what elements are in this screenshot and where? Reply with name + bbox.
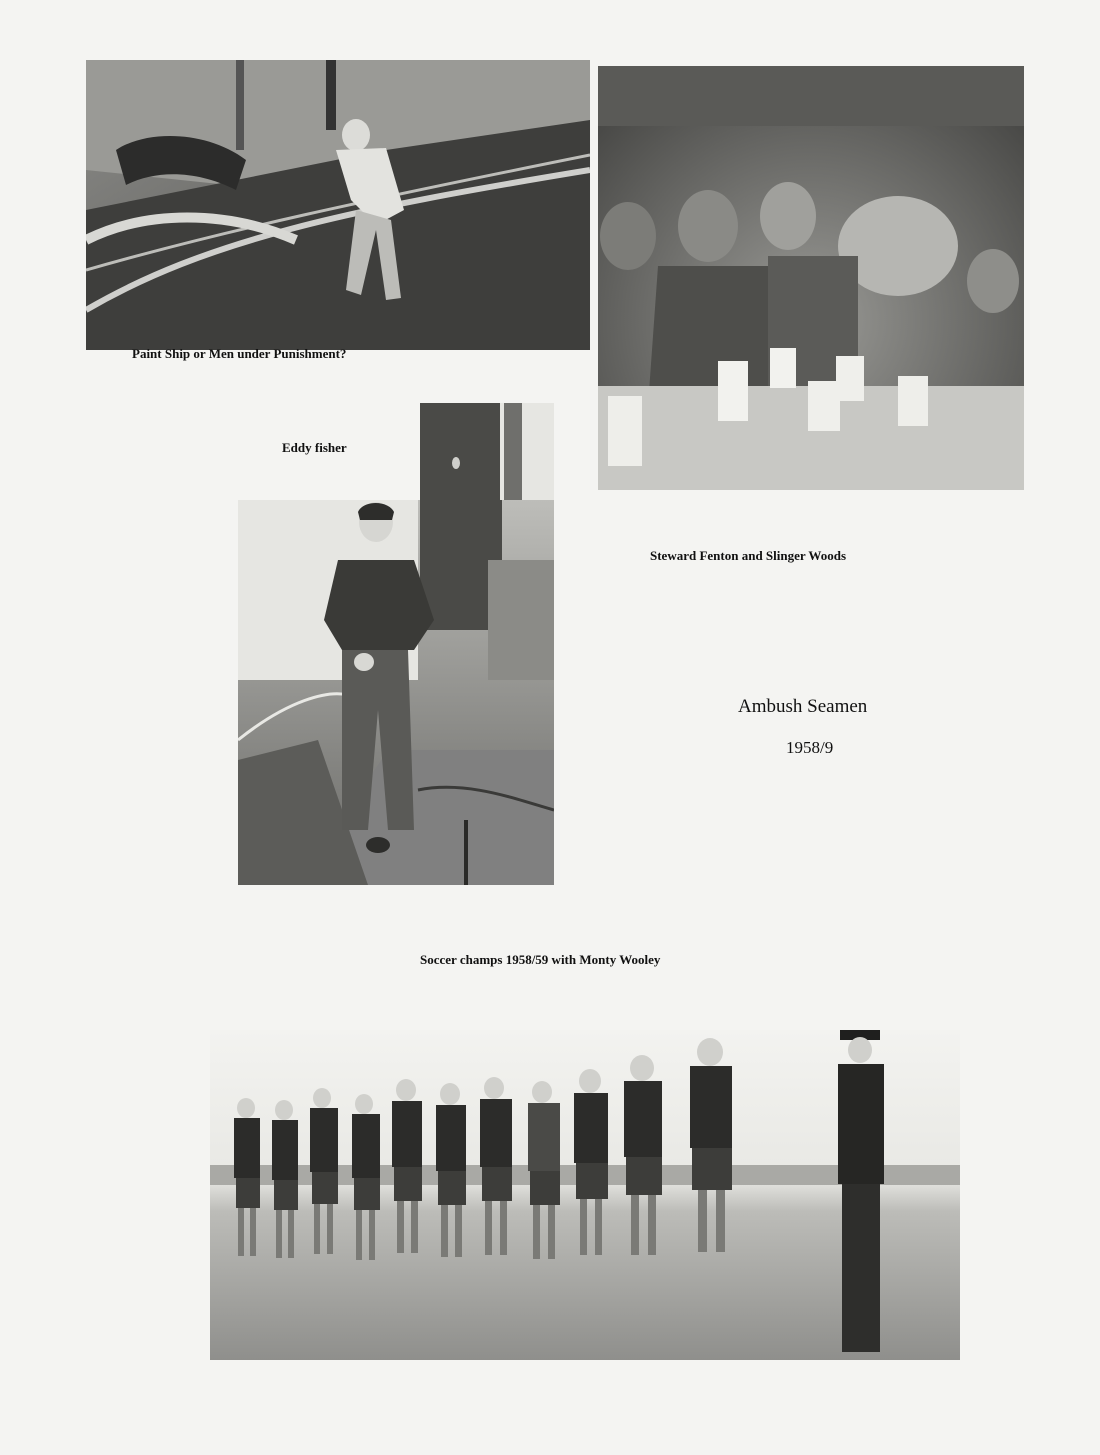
page-title: Ambush Seamen [738, 696, 868, 717]
soccer-team-photo [210, 1030, 960, 1360]
eddy-main-photo [238, 500, 554, 885]
page-year: 1958/9 [786, 738, 834, 757]
soccer-caption: Soccer champs 1958/59 with Monty Wooley [420, 952, 661, 967]
eddy-caption: Eddy fisher [282, 440, 347, 455]
paint-ship-caption: Paint Ship or Men under Punishment? [132, 346, 347, 361]
mess-photo [598, 66, 1024, 490]
mess-caption: Steward Fenton and Slinger Woods [650, 548, 847, 563]
paint-ship-photo [86, 60, 590, 350]
